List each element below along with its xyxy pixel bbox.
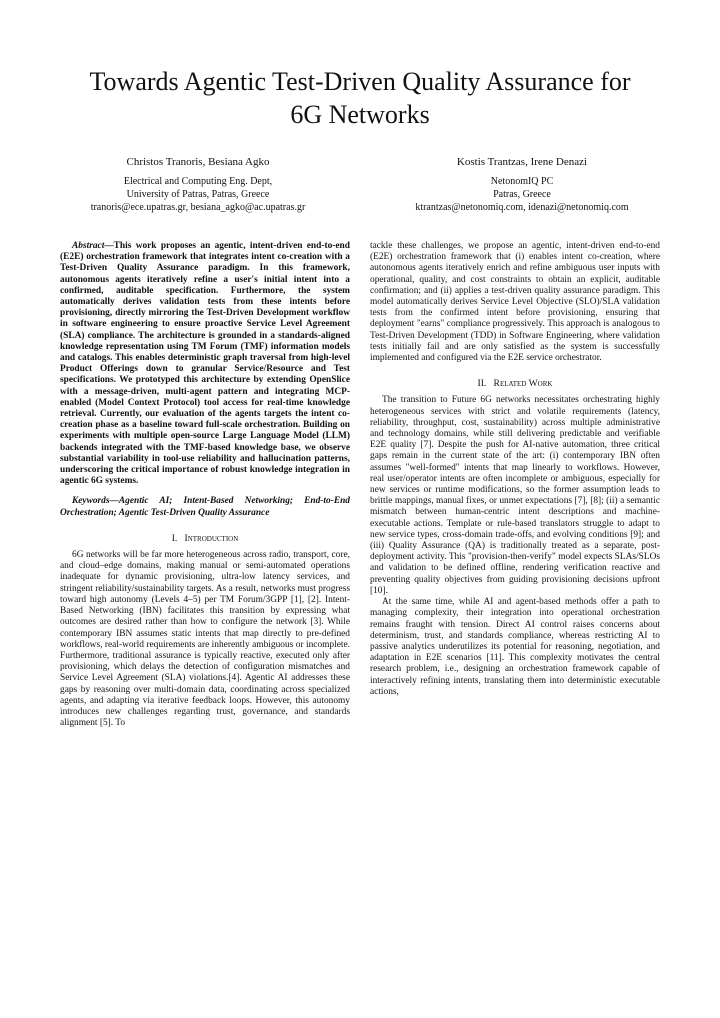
keywords-text: —Agentic AI; Intent-Based Networking; End-to-End Orchestration; Agentic Test-Driven Quality Assurance [60,496,350,518]
abstract-text: —This work proposes an agentic, intent-driven end-to-end (E2E) orchestration framework that integrates intent co-creation with a Test-Driven Quality Assurance paradigm. In this framework, autonomous agents iteratively refine a user's initial intent into a confirmed, auditable specification. Furthermore, the system automatically derives validation tests from these intents before provisioning, directly mirroring the Test-Driven Development workflow in software engineering to ensure proactive Service Level Agreement (SLA) compliance. The architecture is grounded in a standards-aligned knowledge representation using TM Forum (TMF) information models and catalogs. This enables deterministic graph traversal from high-level Product Offerings down to granular Service/Resource and Test specifications. We prototyped this architecture by extending OpenSlice with a message-driven, multi-agent pattern and integrating MCP-enabled (Model Context Protocol) tool access for real-time knowledge retrieval. Currently, our evaluation of the agents targets the intent co-creation phase as a baseline toward full-scale orchestration. Building on experiments with multiple open-source Large Language Model (LLM) backends integrated with the TMF-based knowledge base, we observe substantial variability in tool-use reliability and hallucination patterns, underscoring the critical importance of robust knowledge integration in agentic 6G systems. [60,241,350,487]
section-number: II. [477,378,487,390]
section-heading-related-work [370,378,660,389]
author-affiliation: Patras, Greece [493,189,551,200]
section-number: I. [171,532,178,544]
section-title: Related Work [493,378,553,390]
author-affiliation: NetonomIQ PC [490,176,554,187]
author-affiliation: University of Patras, Patras, Greece [126,189,270,200]
right-column [370,241,660,698]
author-group-1 [36,156,360,214]
keywords [60,496,350,518]
title-line-1: Towards Agentic Test-Driven Quality Assurance for [89,67,631,96]
author-block [36,156,684,214]
title-line-2: 6G Networks [290,100,430,129]
abstract-label: Abstract [72,241,105,251]
section-heading-introduction [60,533,350,544]
paragraph: 6G networks will be far more heterogeneous across radio, transport, core, and cloud–edge domains, making manual or semi-automated operations inadequate for dynamic provisioning, ultra-low latency services, and stringent reliability/sustainability targets. As a result, networks must progress toward high autonomy (Levels 4–5) per TM Forum/3GPP [1], [2]. Intent-Based Networking (IBN) facilitates this transition by expressing what outcomes are desired rather than how to configure the network [3]. While contemporary IBN assumes static intents that map directly to pre-defined workflows, real-world requirements are inherently ambiguous or incomplete. Furthermore, traditional assurance is typically reactive, executed only after provisioning, which delays the detection of configuration mismatches and Service Level Agreement (SLA) violations.[4]. Agentic AI addresses these gaps by reasoning over multi-domain data, coordinating across specialized agents, and adapting via iterative feedback loops. However, this autonomy introduces new challenges regarding trust, governance, and standards alignment [5]. To [60,550,350,729]
author-group-2 [360,156,684,214]
author-email: tranoris@ece.upatras.gr, besiana_agko@ac.upatras.gr [90,202,306,213]
paragraph: The transition to Future 6G networks necessitates orchestrating highly heterogeneous services with strict and volatile requirements (latency, reliability, throughput, cost, sustainability) across multiple administrative and technology domains, while still delivering predictable and verifiable E2E quality [7]. Despite the push for AI-native automation, three critical gaps remain in the current state of the art: (i) contemporary IBN often assumes "well-formed" intents that map linearly to workflows. However, real user/operator intents are often incomplete or ambiguous, especially for new services or runtime modifications, so the former assumption leads to brittle mappings, manual fixes, or unmet expectations [7], [8]; (ii) a semantic mismatch between human-centric intent descriptions and machine-executable actions. Template or rule-based translators struggle to adapt to new service types, cross-domain trade-offs, and evolving conditions [9]; and (iii) Quality Assurance (QA) is traditionally treated as a separate, post-deployment activity. This "provision-then-verify" model expects SLAs/SLOs and validation to be defined offline, rendering verification reactive and preventing quality objectives from guiding provisioning decisions upfront [10]. [370,395,660,596]
section-title: Introduction [184,532,239,544]
author-names: Kostis Trantzas, Irene Denazi [456,156,588,168]
paper-title [40,65,680,131]
paragraph: At the same time, while AI and agent-based methods offer a path to managing complexity, their integration into operational orchestration remains fraught with tension. Direct AI control raises concerns about determinism, trust, and standards compliance, whereas restricting AI to passive analytics underutilizes its potential for reasoning, negotiation, and adaptation in E2E scenarios [11]. This complexity motivates the central research problem, i.e., designing an orchestration framework capable of interactively refining intents, translating them into deterministic executable actions, [370,597,660,697]
keywords-label: Keywords [72,496,110,507]
abstract [60,241,350,487]
author-email: ktrantzas@netonomiq.com, idenazi@netonomiq.com [415,202,629,213]
left-column [60,241,350,729]
author-names: Christos Tranoris, Besiana Agko [126,156,270,168]
author-affiliation: Electrical and Computing Eng. Dept, [123,176,273,187]
paragraph: tackle these challenges, we propose an agentic, intent-driven end-to-end (E2E) orchestration framework that (i) enables intent co-creation, where autonomous agents iteratively enrich and refine ambiguous user inputs with operational, quality, and cost constraints to obtain an explicit, auditable confirmation; and (ii) applies a test-driven quality assurance paradigm. This model automatically derives Service Level Objective (SLO)/SLA validation tests from the confirmed intent before provisioning, ensuring that deployment "earns" compliance progressively. This approach is analogous to Test-Driven Development (TDD) in Software Engineering, where validation tests initially fail and are only satisfied as the system is successfully implemented and configured via the E2E service orchestrator. [370,241,660,364]
